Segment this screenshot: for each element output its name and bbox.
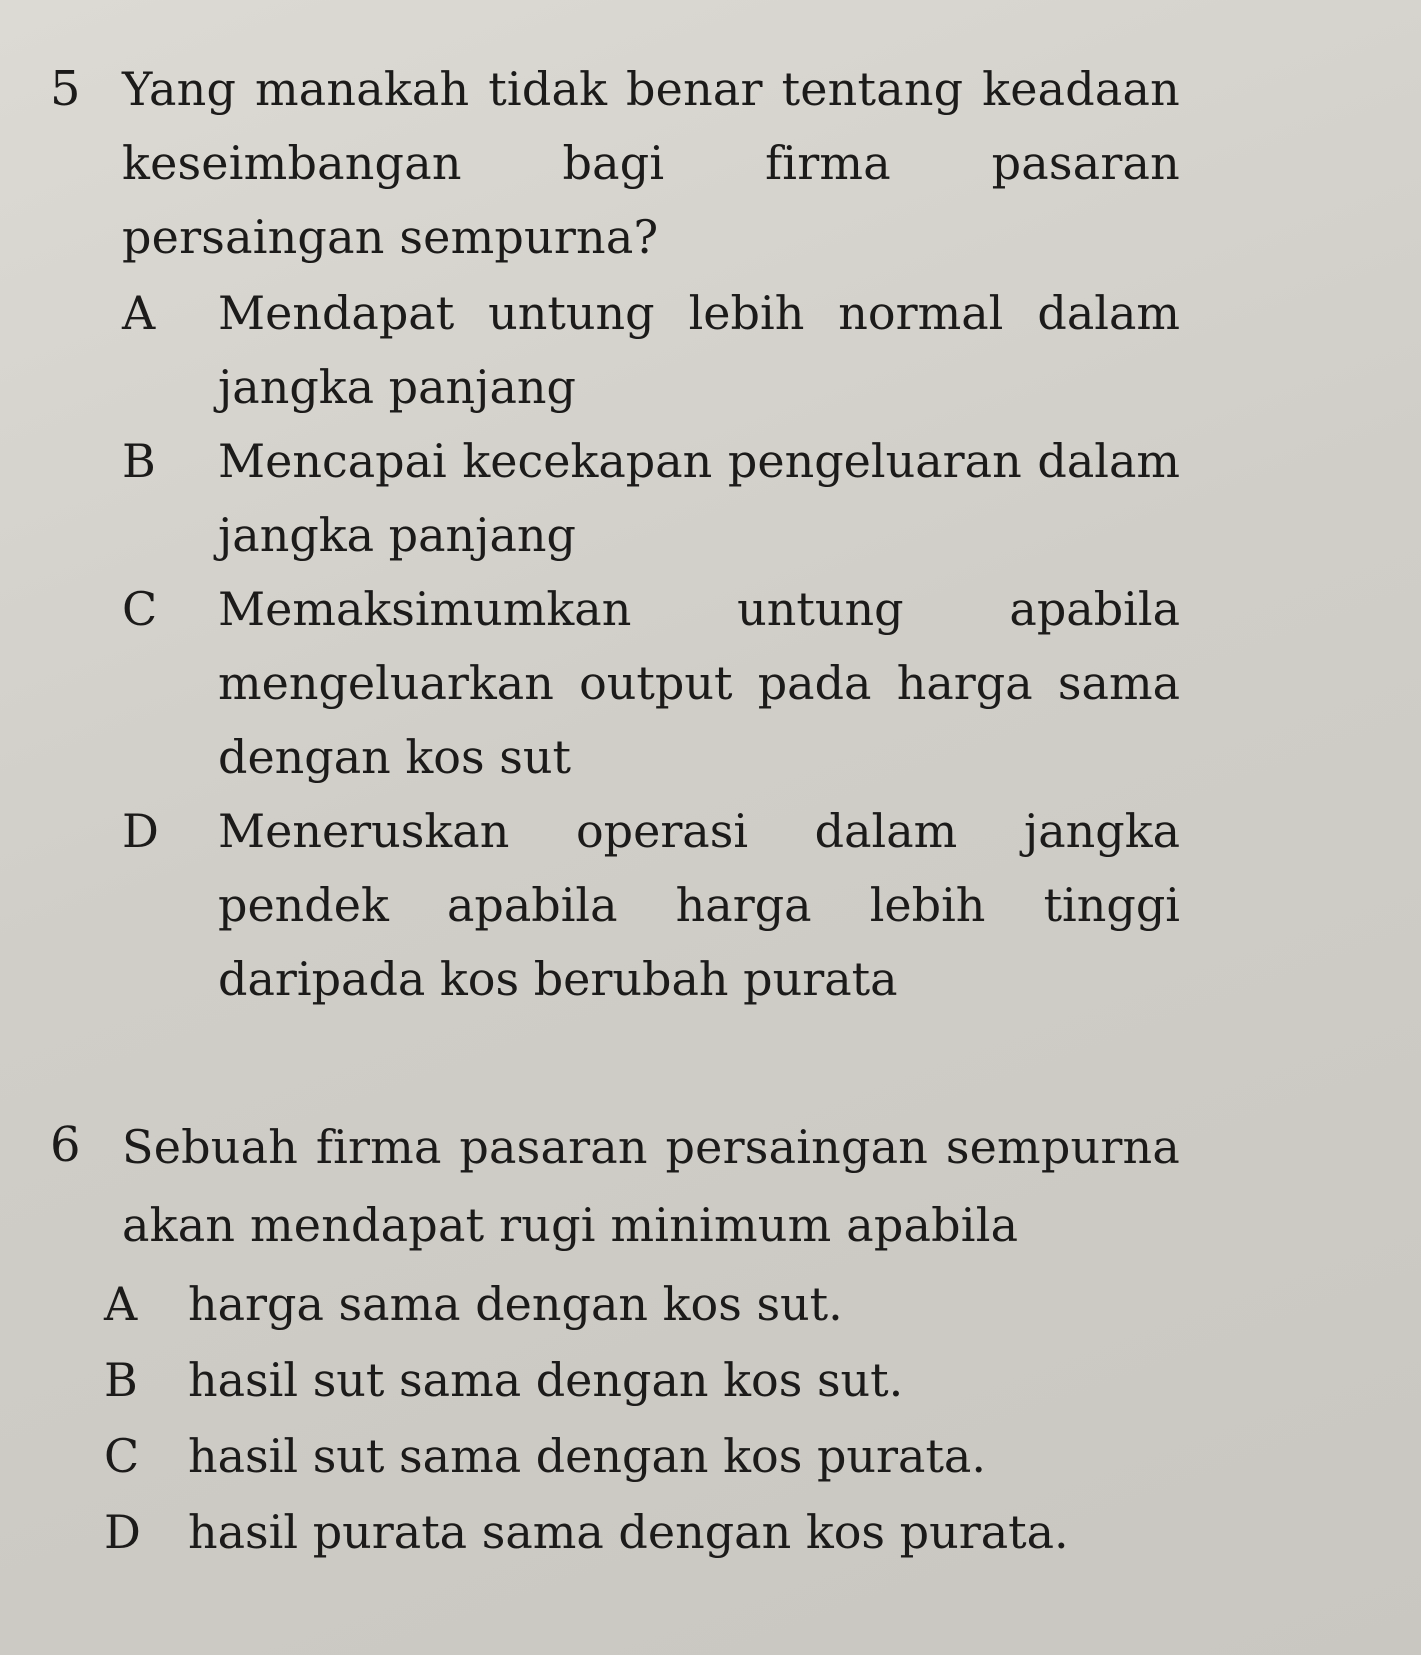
option-c[interactable] (122, 572, 1180, 794)
question-6-stem (50, 1108, 1180, 1264)
option-b[interactable] (104, 1342, 1180, 1418)
option-letter: C (104, 1429, 140, 1483)
option-a[interactable] (122, 276, 1180, 424)
question-6 (50, 1108, 1180, 1570)
question-number: 5 (50, 61, 81, 117)
option-text: hasil sut sama dengan kos purata. (188, 1429, 986, 1483)
option-text: Mencapai kecekapan pengeluaran dalam jangka panjang (218, 434, 1180, 562)
option-c[interactable] (104, 1418, 1180, 1494)
option-letter: C (122, 582, 158, 636)
option-text: Memaksimumkan untung apabila mengeluarkan output pada harga sama dengan kos sut (218, 582, 1180, 784)
question-5-options (50, 276, 1180, 1016)
option-letter: B (104, 1353, 138, 1407)
question-5 (50, 52, 1180, 1016)
option-text: Mendapat untung lebih normal dalam jangka panjang (218, 286, 1180, 414)
option-letter: A (104, 1277, 138, 1331)
question-number: 6 (50, 1117, 81, 1173)
option-letter: D (122, 804, 159, 858)
question-text: Yang manakah tidak benar tentang keadaan keseimbangan bagi firma pasaran persaingan sempurna? (122, 62, 1180, 264)
option-text: Meneruskan operasi dalam jangka pendek apabila harga lebih tinggi daripada kos berubah purata (218, 804, 1180, 1006)
option-d[interactable] (122, 794, 1180, 1016)
question-text: Sebuah firma pasaran persaingan sempurna akan mendapat rugi minimum apabila (122, 1120, 1180, 1252)
option-a[interactable] (104, 1266, 1180, 1342)
option-letter: D (104, 1505, 141, 1559)
question-6-options (50, 1266, 1180, 1570)
option-text: harga sama dengan kos sut. (188, 1277, 843, 1331)
option-d[interactable] (104, 1494, 1180, 1570)
option-letter: A (122, 286, 156, 340)
option-letter: B (122, 434, 156, 488)
option-b[interactable] (122, 424, 1180, 572)
option-text: hasil purata sama dengan kos purata. (188, 1505, 1069, 1559)
option-text: hasil sut sama dengan kos sut. (188, 1353, 904, 1407)
question-5-stem (50, 52, 1180, 274)
